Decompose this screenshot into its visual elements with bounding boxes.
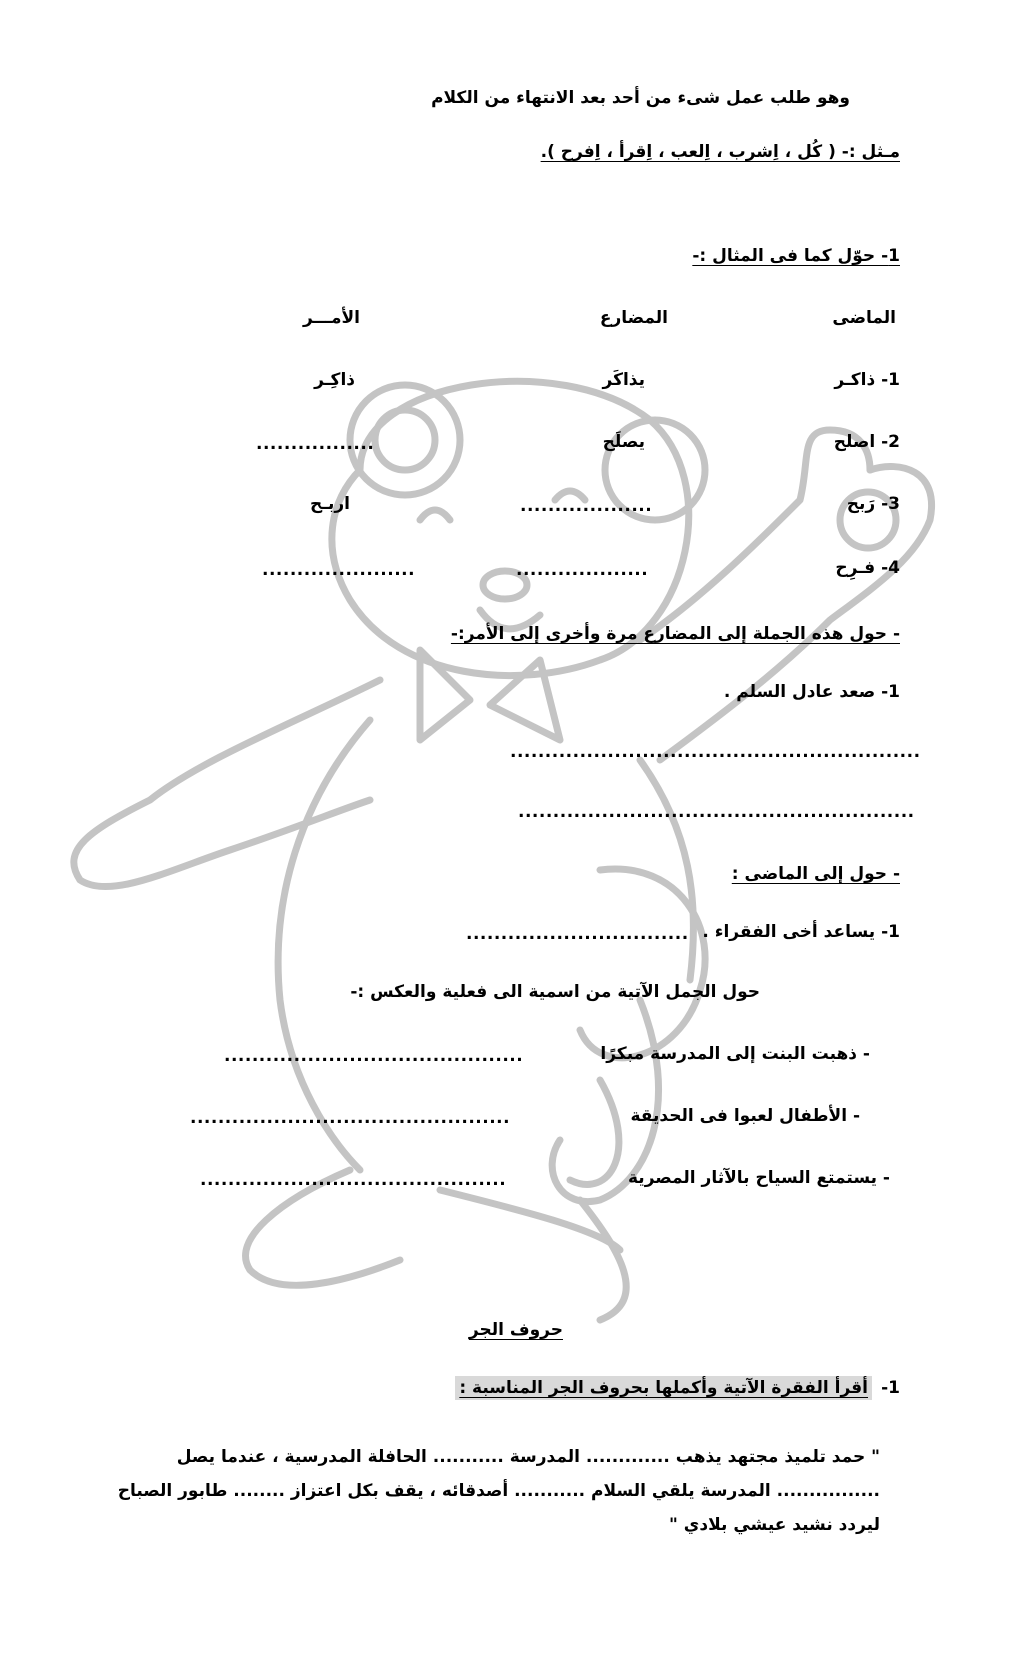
prepositions-heading: حروف الجر <box>468 1320 563 1340</box>
row3-present-blank[interactable]: ................... <box>520 496 653 516</box>
row4-present-blank[interactable]: ................... <box>516 560 649 580</box>
section3-item: 1- يساعد أخى الفقراء . <box>702 922 900 942</box>
section4-item1: - ذهبت البنت إلى المدرسة مبكرًا <box>600 1044 870 1064</box>
section4-item2: - الأطفال لعبوا فى الحديقة <box>630 1106 860 1126</box>
prepositions-instruction: أقرأ الفقرة الآتية وأكملها بحروف الجر المناسبة : <box>455 1376 872 1400</box>
row4-past: 4- فـرِح <box>835 558 900 578</box>
section2-answer-line1[interactable]: ........................................................... <box>510 742 921 762</box>
prepositions-instruction-number: 1- <box>881 1378 900 1398</box>
imperative-definition: وهو طلب عمل شىء من أحد بعد الانتهاء من الكلام <box>431 88 850 108</box>
section2-item: 1- صعد عادل السلم . <box>723 682 900 702</box>
section3-title: - حول إلى الماضى : <box>731 864 900 884</box>
header-past: الماضى <box>832 308 896 328</box>
section4-answer1[interactable]: ........................................... <box>224 1046 524 1066</box>
section4-item3: - يستمتع السياح بالآثار المصرية <box>628 1168 890 1188</box>
section2-answer-line2[interactable]: ......................................................... <box>518 802 915 822</box>
section3-answer[interactable]: ................................ <box>466 924 689 944</box>
row4-imperative-blank[interactable]: ...................... <box>262 560 416 580</box>
section2-title: - حول هذه الجملة إلى المضارع مرة وأخرى إلى الأمر:- <box>450 624 900 644</box>
row2-present: يصلَح <box>602 432 645 452</box>
row2-imperative-blank[interactable]: ................. <box>256 434 375 454</box>
row1-imperative: ذاكِـر <box>314 370 355 390</box>
section4-title: حول الجمل الآتية من اسمية الى فعلية والعكس :- <box>350 982 760 1002</box>
row2-past: 2- اصلح <box>833 432 900 452</box>
row3-imperative: اربـح <box>309 494 350 514</box>
imperative-example: مـثل :- ( كُل ، اِشرب ، اِلعب ، اِقرأ ، اِفرح ). <box>540 142 900 162</box>
row1-past: 1- ذاكـر <box>834 370 900 390</box>
row3-past: 3- رَبح <box>846 494 900 514</box>
section1-title: 1- حوّل كما فى المثال :- <box>692 246 900 266</box>
section4-answer3[interactable]: ............................................ <box>200 1170 507 1190</box>
header-imperative: الأمـــر <box>302 308 360 328</box>
header-present: المضارع <box>599 308 668 328</box>
section4-answer2[interactable]: .............................................. <box>190 1108 511 1128</box>
prepositions-paragraph: " حمد تلميذ مجتهد يذهب ............. المدرسة ........... الحافلة المدرسية ، عندما يصل ................ المدرسة يلقي السلام ........... أصدقائه ، يقف بكل اعتزاز ........ طابور الصباح ليردد نشيد عيشي بلادي " <box>117 1447 880 1535</box>
row1-present: يذاكَر <box>602 370 645 390</box>
